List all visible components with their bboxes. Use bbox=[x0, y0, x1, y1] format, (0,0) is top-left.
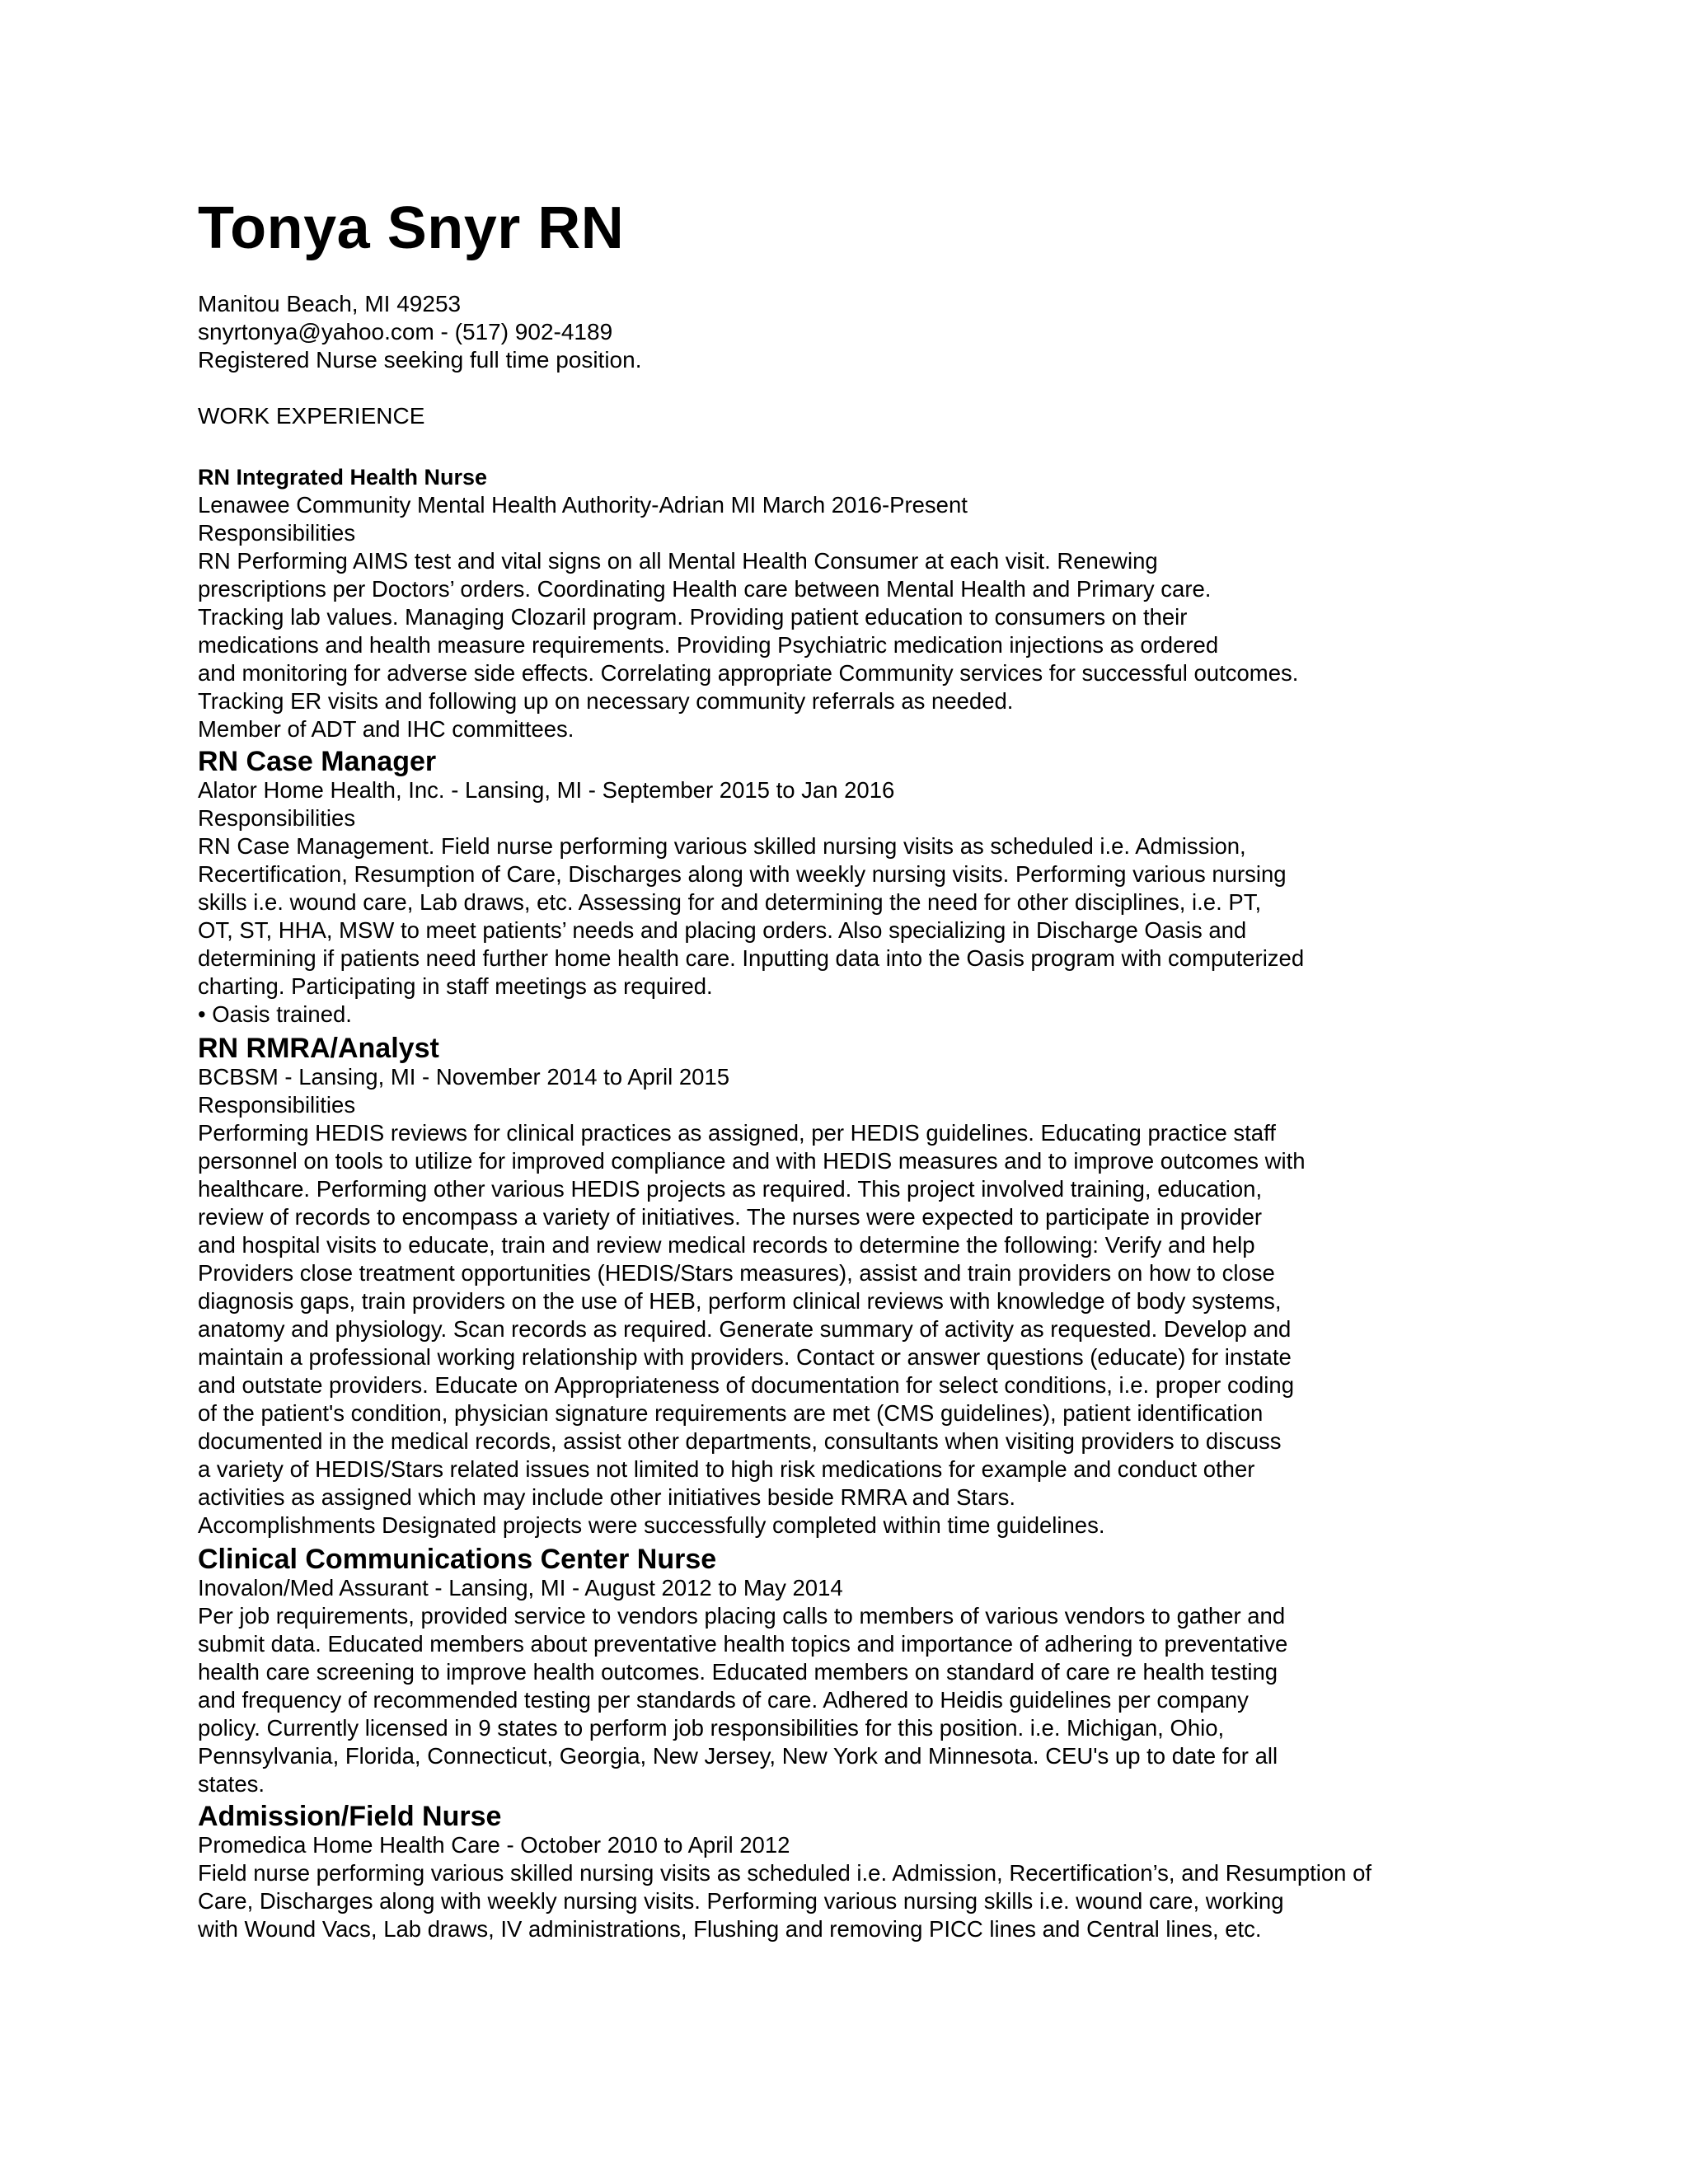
job-line: RN Performing AIMS test and vital signs on all Mental Health Consumer at each visit. Renewing bbox=[198, 548, 1158, 574]
job-line: with Wound Vacs, Lab draws, IV administrations, Flushing and removing PICC lines and Central lines, etc. bbox=[198, 1916, 1262, 1942]
contact-block bbox=[198, 290, 641, 374]
job-line: of the patient's condition, physician signature requirements are met (CMS guidelines), patient identification bbox=[198, 1400, 1264, 1426]
job-line: policy. Currently licensed in 9 states to perform job responsibilities for this position. i.e. Michigan, Ohio, bbox=[198, 1715, 1225, 1741]
job-line: medications and health measure requirements. Providing Psychiatric medication injections as ordered bbox=[198, 632, 1219, 658]
section-title-work-experience: WORK EXPERIENCE bbox=[198, 403, 425, 429]
job-line: and outstate providers. Educate on Appropriateness of documentation for select conditions, i.e. proper coding bbox=[198, 1372, 1294, 1398]
job-line: diagnosis gaps, train providers on the use of HEB, perform clinical reviews with knowledge of body systems, bbox=[198, 1288, 1282, 1314]
candidate-name: Tonya Snyr RN bbox=[198, 195, 625, 261]
job-line: healthcare. Performing other various HEDIS projects as required. This project involved training, education, bbox=[198, 1176, 1263, 1202]
job-entry bbox=[198, 463, 1517, 743]
job-label: Responsibilities bbox=[198, 805, 356, 831]
job-line: Recertification, Resumption of Care, Discharges along with weekly nursing visits. Performing various nursing bbox=[198, 861, 1287, 887]
job-label: Responsibilities bbox=[198, 1092, 356, 1118]
job-line: RN Case Management. Field nurse performing various skilled nursing visits as scheduled i.e. Admission, bbox=[198, 833, 1246, 859]
job-line: Field nurse performing various skilled nursing visits as scheduled i.e. Admission, Recertification’s, and Resumption of bbox=[198, 1860, 1372, 1886]
job-line: Per job requirements, provided service to vendors placing calls to members of various vendors to gather and bbox=[198, 1603, 1286, 1629]
job-entry bbox=[198, 747, 1517, 1029]
job-line: Member of ADT and IHC committees. bbox=[198, 716, 574, 742]
job-line: charting. Participating in staff meetings as required. bbox=[198, 973, 713, 999]
job-line: a variety of HEDIS/Stars related issues not limited to high risk medications for example and conduct other bbox=[198, 1456, 1255, 1482]
job-line: Tracking lab values. Managing Clozaril program. Providing patient education to consumers on their bbox=[198, 604, 1188, 630]
job-company: Alator Home Health, Inc. - Lansing, MI - September 2015 to Jan 2016 bbox=[198, 777, 895, 803]
job-line: Pennsylvania, Florida, Connecticut, Georgia, New Jersey, New York and Minnesota. CEU's up to date for all bbox=[198, 1743, 1278, 1769]
job-line: states. bbox=[198, 1771, 265, 1797]
job-line: Performing HEDIS reviews for clinical practices as assigned, per HEDIS guidelines. Educating practice staff bbox=[198, 1120, 1276, 1146]
job-line: maintain a professional working relationship with providers. Contact or answer questions (educate) for instate bbox=[198, 1344, 1292, 1370]
job-entry bbox=[198, 1033, 1517, 1540]
objective: Registered Nurse seeking full time position. bbox=[198, 347, 642, 373]
job-line: activities as assigned which may include other initiatives beside RMRA and Stars. bbox=[198, 1484, 1016, 1510]
job-company: Promedica Home Health Care - October 2010 to April 2012 bbox=[198, 1832, 790, 1858]
job-title: Admission/Field Nurse bbox=[198, 1801, 502, 1832]
job-line: and hospital visits to educate, train and review medical records to determine the following: Verify and help bbox=[198, 1232, 1255, 1258]
job-line: health care screening to improve health outcomes. Educated members on standard of care re health testing bbox=[198, 1659, 1278, 1685]
job-line: and frequency of recommended testing per standards of care. Adhered to Heidis guidelines per company bbox=[198, 1687, 1249, 1713]
job-line: personnel on tools to utilize for improved compliance and with HEDIS measures and to improve outcomes with bbox=[198, 1148, 1306, 1174]
job-line: prescriptions per Doctors’ orders. Coordinating Health care between Mental Health and Primary care. bbox=[198, 576, 1212, 602]
job-line: review of records to encompass a variety of initiatives. The nurses were expected to participate in provider bbox=[198, 1204, 1263, 1230]
job-company: BCBSM - Lansing, MI - November 2014 to April 2015 bbox=[198, 1064, 730, 1090]
job-entry bbox=[198, 1802, 1517, 1943]
job-company: Inovalon/Med Assurant - Lansing, MI - August 2012 to May 2014 bbox=[198, 1575, 843, 1601]
location: Manitou Beach, MI 49253 bbox=[198, 291, 462, 316]
job-line: and monitoring for adverse side effects. Correlating appropriate Community services for successful outcomes. bbox=[198, 660, 1299, 686]
job-line: Providers close treatment opportunities (HEDIS/Stars measures), assist and train providers on how to close bbox=[198, 1260, 1275, 1286]
job-line: documented in the medical records, assist other departments, consultants when visiting providers to discuss bbox=[198, 1428, 1282, 1454]
job-line: submit data. Educated members about preventative health topics and importance of adhering to preventative bbox=[198, 1631, 1288, 1657]
job-line: Accomplishments Designated projects were successfully completed within time guidelines. bbox=[198, 1512, 1105, 1538]
job-line: skills i.e. wound care, Lab draws, etc. Assessing for and determining the need for other disciplines, i.e. PT, bbox=[198, 889, 1262, 915]
job-entry bbox=[198, 1544, 1517, 1798]
job-line: Tracking ER visits and following up on necessary community referrals as needed. bbox=[198, 688, 1014, 714]
job-line: determining if patients need further home health care. Inputting data into the Oasis program with computerized bbox=[198, 945, 1305, 971]
job-line: anatomy and physiology. Scan records as required. Generate summary of activity as requested. Develop and bbox=[198, 1316, 1292, 1342]
job-label: Responsibilities bbox=[198, 520, 356, 546]
job-line: • Oasis trained. bbox=[198, 1001, 352, 1027]
job-title: RN Case Manager bbox=[198, 746, 437, 777]
job-company: Lenawee Community Mental Health Authority-Adrian MI March 2016-Present bbox=[198, 492, 968, 518]
job-line: OT, ST, HHA, MSW to meet patients’ needs and placing orders. Also specializing in Discharge Oasis and bbox=[198, 917, 1247, 943]
job-title: Clinical Communications Center Nurse bbox=[198, 1544, 717, 1575]
job-title: RN Integrated Health Nurse bbox=[198, 465, 488, 490]
job-title: RN RMRA/Analyst bbox=[198, 1033, 439, 1064]
email-phone: snyrtonya@yahoo.com - (517) 902-4189 bbox=[198, 319, 613, 344]
job-line: Care, Discharges along with weekly nursing visits. Performing various nursing skills i.e. wound care, working bbox=[198, 1888, 1284, 1914]
